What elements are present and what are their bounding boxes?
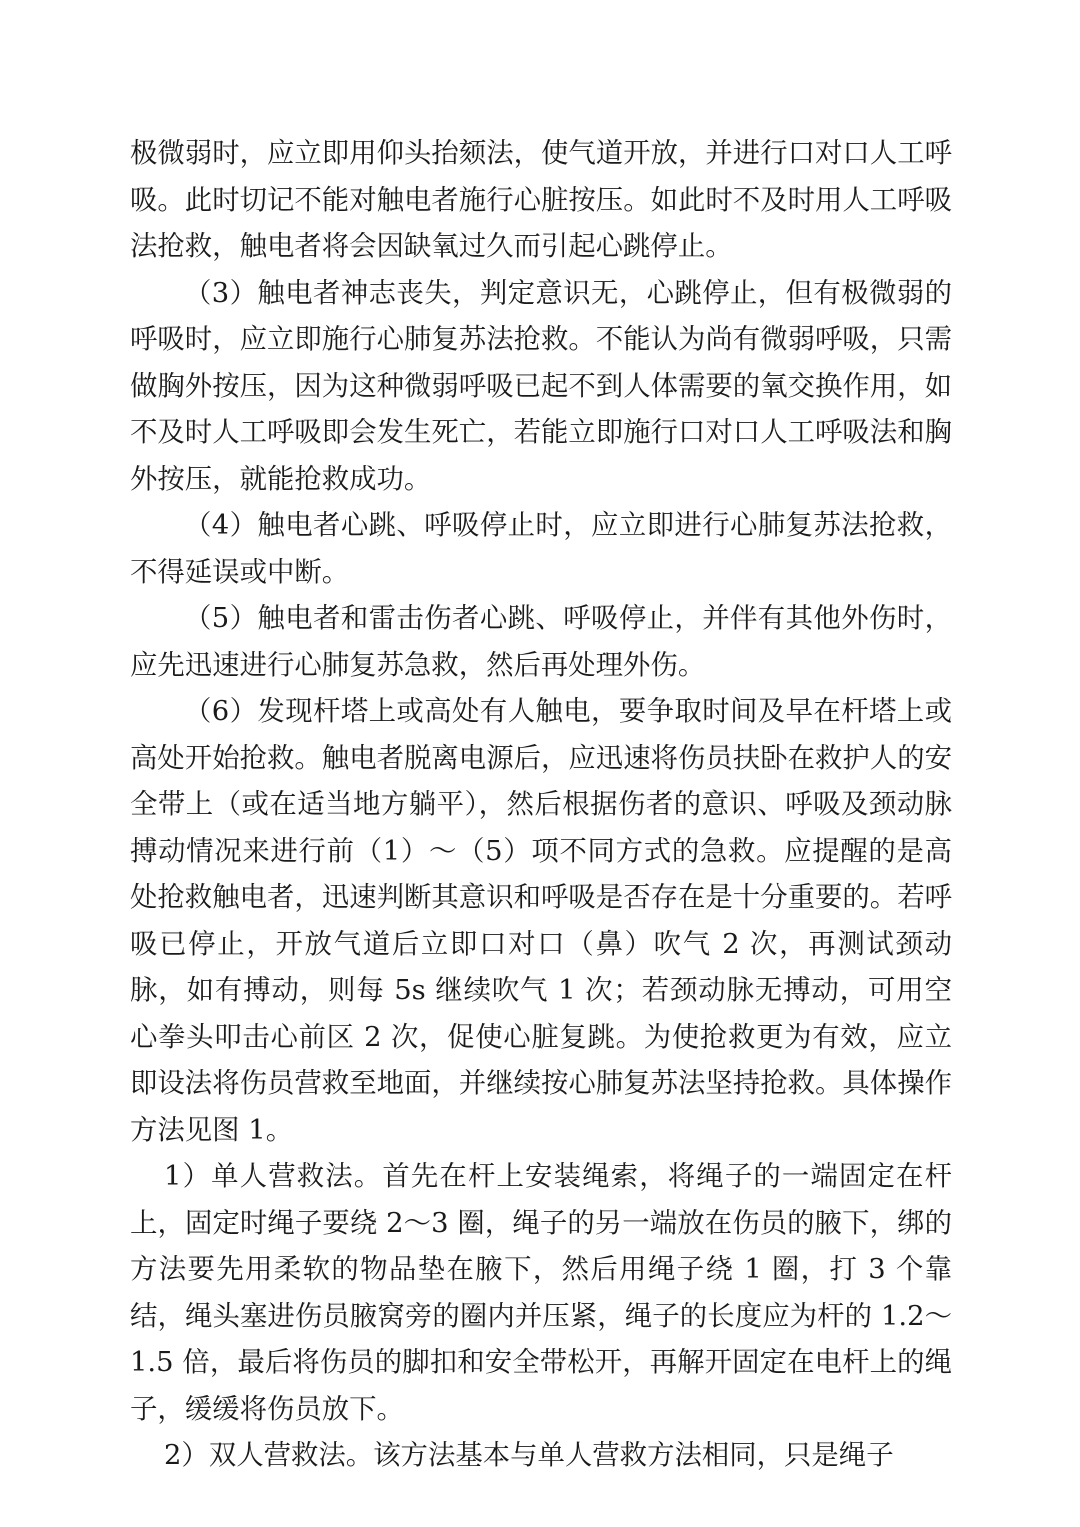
paragraph-item-6: （6）发现杆塔上或高处有人触电，要争取时间及早在杆塔上或高处开始抢救。触电者脱离电源后，应迅速将伤员扶卧在救护人的安全带上（或在适当地方躺平），然后根据伤者的意识、呼吸及颈动脉搏动情况来进行前（1）～（5）项不同方式的急救。应提醒的是高处抢救触电者，迅速判断其意识和呼吸是否存在是十分重要的。若呼吸已停止，开放气道后立即口对口（鼻）吹气 2 次，再测试颈动脉，如有搏动，则每 5s 继续吹气 1 次；若颈动脉无搏动，可用空心拳头叩击心前区 2 次，促使心脏复跳。为使抢救更为有效，应立即设法将伤员营救至地面，并继续按心肺复苏法坚持抢救。具体操作方法见图 1。 (130, 696, 952, 1146)
body-text (130, 131, 952, 1480)
paragraph-single-rescue: 1）单人营救法。首先在杆上安装绳索，将绳子的一端固定在杆上，固定时绳子要绕 2～3 圈，绳子的另一端放在伤员的腋下，绑的方法要先用柔软的物品垫在腋下，然后用绳子绕 1 圈，打 3 个靠结，绳头塞进伤员腋窝旁的圈内并压紧，绳子的长度应为杆的 1.2～1.5 倍，最后将伤员的脚扣和安全带松开，再解开固定在电杆上的绳子，缓缓将伤员放下。 (130, 1161, 952, 1425)
paragraph-item-4: （4）触电者心跳、呼吸停止时，应立即进行心肺复苏法抢救，不得延误或中断。 (130, 510, 952, 588)
paragraph-continuation: 极微弱时，应立即用仰头抬颏法，使气道开放，并进行口对口人工呼吸。此时切记不能对触电者施行心脏按压。如此时不及时用人工呼吸法抢救，触电者将会因缺氧过久而引起心跳停止。 (130, 138, 952, 262)
paragraph-double-rescue: 2）双人营救法。该方法基本与单人营救方法相同，只是绳子 (164, 1440, 894, 1471)
paragraph-item-3: （3）触电者神志丧失，判定意识无，心跳停止，但有极微弱的呼吸时，应立即施行心肺复苏法抢救。不能认为尚有微弱呼吸，只需做胸外按压，因为这种微弱呼吸已起不到人体需要的氧交换作用，如不及时人工呼吸即会发生死亡，若能立即施行口对口人工呼吸法和胸外按压，就能抢救成功。 (130, 277, 952, 495)
paragraph-item-5: （5）触电者和雷击伤者心跳、呼吸停止，并伴有其他外伤时，应先迅速进行心肺复苏急救，然后再处理外伤。 (130, 603, 952, 681)
